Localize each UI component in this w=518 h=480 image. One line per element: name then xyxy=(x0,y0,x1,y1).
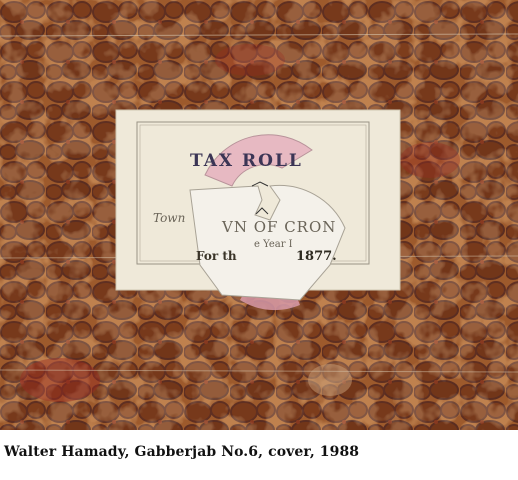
tax-roll-label xyxy=(116,110,400,310)
label-heading: TAX ROLL xyxy=(190,151,303,171)
image-caption: Walter Hamady, Gabberjab No.6, cover, 1988 xyxy=(4,444,360,460)
label-town-fragment: VN OF CRON xyxy=(222,218,337,236)
label-script-word: Town xyxy=(153,211,186,225)
label-year-left: For th xyxy=(196,249,237,263)
label-year-value: 1877. xyxy=(296,249,337,264)
label-year-mid: e Year I xyxy=(254,239,293,250)
